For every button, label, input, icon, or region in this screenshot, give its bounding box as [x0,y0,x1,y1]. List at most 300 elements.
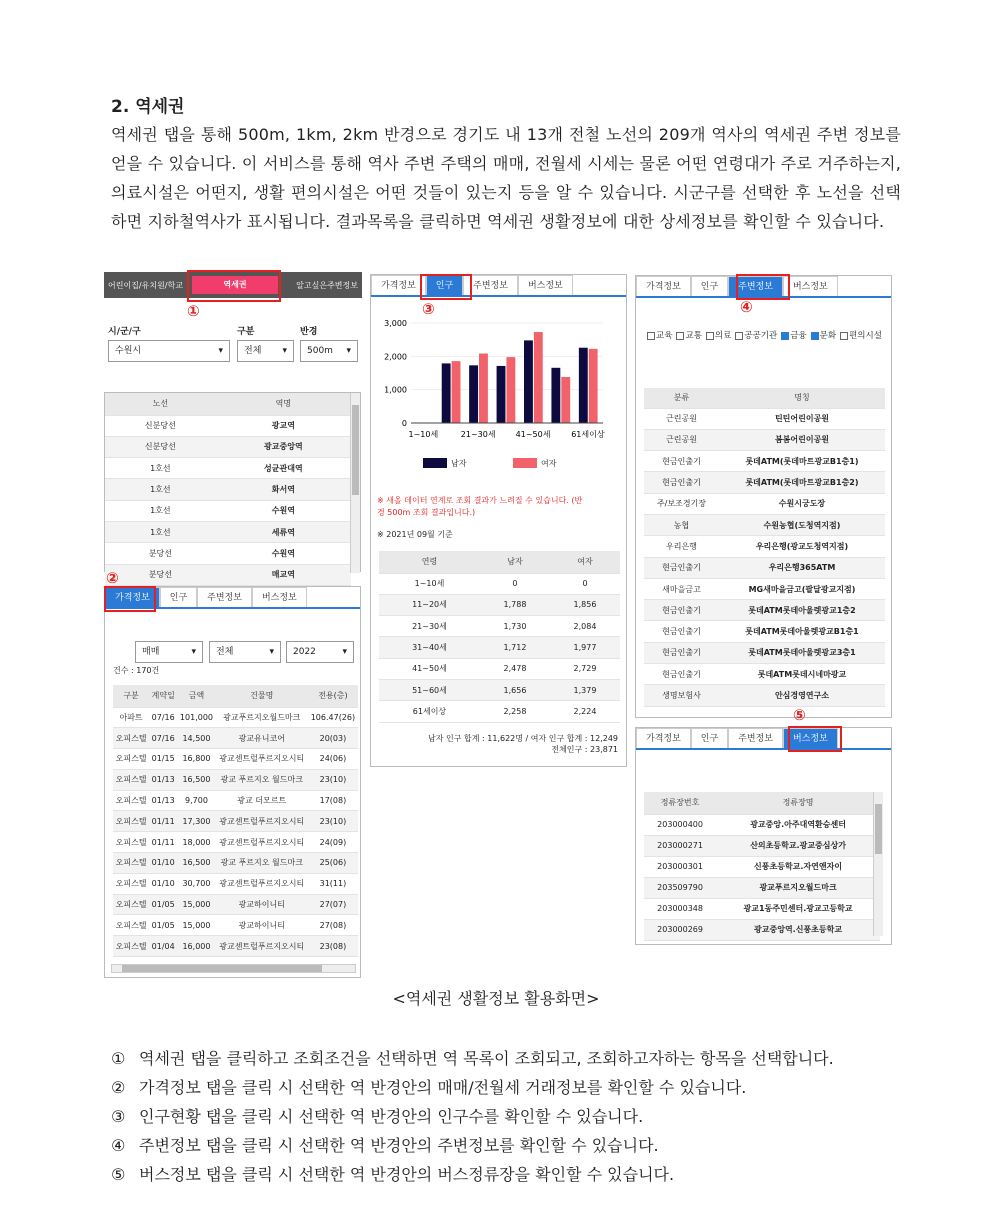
filter-0[interactable] [647,331,672,341]
info-cell: 근린공원 [644,408,719,429]
pop-cell: 41~50세 [379,658,480,679]
house-type-value: 전체 [216,647,234,657]
checkbox-icon[interactable] [840,332,848,340]
info-row[interactable] [644,600,885,621]
note-text: 주변정보 탭을 클릭 시 선택한 역 반경안의 주변정보를 확인할 수 있습니다. [139,1136,659,1155]
note-text: 가격정보 탭을 클릭 시 선택한 역 반경안의 매매/전월세 거래정보를 확인할 수 있습니다. [139,1078,747,1097]
y-tick-label: 0 [401,419,407,428]
price-cell: 광교센트럴푸르지오시티 [216,936,308,957]
price-row[interactable] [113,749,358,770]
bus-row[interactable] [644,856,880,877]
station-cell: 광교중앙역 [216,436,351,457]
checkbox-icon[interactable] [647,332,655,340]
price-tab-2[interactable]: 주변정보 [197,587,252,607]
category-filters [644,330,889,343]
note-item [111,1160,901,1189]
info-cell: 롯데ATM롯데시네마광교 [719,664,885,685]
legend-female: 여자 [541,459,557,468]
bar-female [506,357,515,423]
pop-cell: 2,224 [550,701,620,722]
info-row[interactable] [644,557,885,578]
section-heading: 2. 역세권 [111,97,185,117]
info-cell: 수원시궁도장 [719,493,885,514]
price-cell: 오피스텔 [113,749,149,770]
price-row[interactable] [113,936,358,957]
bus-cell: 203000301 [644,856,716,877]
station-row[interactable] [105,458,351,479]
highlight-box-4 [736,274,790,300]
price-cell: 27(07) [308,894,358,915]
price-cell: 광교센트럴푸르지오시티 [216,811,308,832]
price-row[interactable] [113,853,358,874]
notes-list [111,1044,901,1189]
info-cell: 현금인출기 [644,600,719,621]
station-cell: 1호선 [105,479,216,500]
bus-header: 정류장번호 [644,792,716,814]
info-row[interactable] [644,536,885,557]
pop-row [379,679,620,700]
population-panel [370,274,627,767]
bus-tab-0[interactable]: 가격정보 [636,728,691,748]
note-number: ④ [111,1136,126,1155]
note-number: ② [111,1078,126,1097]
nearby-panel [635,275,892,718]
info-header: 분류 [644,388,719,408]
chevron-down-icon: ▾ [269,647,274,657]
checkbox-icon[interactable] [706,332,714,340]
filter-label: 교통 [685,331,702,341]
price-cell: 오피스텔 [113,811,149,832]
bar-female [452,361,461,423]
pop-cell: 1~10세 [379,573,480,594]
bus-cell: 203509790 [644,877,716,898]
bus-cell: 신풍초등학교.자연앤자이 [716,856,880,877]
price-cell: 광교 푸르지오 월드마크 [216,769,308,790]
info-row[interactable] [644,493,885,514]
price-cell: 01/10 [149,853,177,874]
price-header: 전용(층) [308,685,358,707]
price-cell: 17,300 [177,811,215,832]
checkbox-icon[interactable] [781,332,789,340]
price-cell: 17(08) [308,790,358,811]
station-cell: 화서역 [216,479,351,500]
population-tab-2[interactable]: 주변정보 [463,275,518,295]
bar-male [469,365,478,423]
price-cell: 광교하이니티 [216,915,308,936]
price-header: 구분 [113,685,149,707]
info-cell: 롯데ATM롯데아울렛광교B1층1 [719,621,885,642]
station-scrollbar[interactable] [350,393,360,573]
info-row[interactable] [644,408,885,429]
tab-station-area[interactable]: 역세권 [192,276,278,294]
note-text: 인구현황 탭을 클릭 시 선택한 역 반경안의 인구수를 확인할 수 있습니다. [139,1107,644,1126]
price-cell: 광교푸르지오월드마크 [216,707,308,728]
info-row[interactable] [644,451,885,472]
price-cell: 오피스텔 [113,790,149,811]
filter-4[interactable] [781,331,806,341]
price-cell: 24(06) [308,749,358,770]
price-cell: 오피스텔 [113,936,149,957]
price-cell: 16,800 [177,749,215,770]
x-tick-label: 21~30세 [460,430,496,439]
price-cell: 오피스텔 [113,769,149,790]
tab-nearby[interactable]: 알고싶은주변정보 [296,280,358,290]
price-cell: 아파트 [113,707,149,728]
station-row[interactable] [105,479,351,500]
station-cell: 광교역 [216,415,351,436]
population-total-all: 전체인구 : 23,871 [551,745,618,754]
radius-label: 반경 [300,327,318,337]
gubun-select[interactable] [237,340,294,362]
bar-male [442,363,451,423]
checkbox-icon[interactable] [735,332,743,340]
sigungu-select[interactable] [108,340,230,362]
station-cell: 1호선 [105,521,216,542]
price-cell: 광교 푸르지오 월드마크 [216,853,308,874]
info-cell: 새마을금고 [644,578,719,599]
info-cell: 롯데ATM롯데아울렛광교3층1 [719,642,885,663]
price-row[interactable] [113,728,358,749]
info-cell: 현금인출기 [644,642,719,663]
pop-cell: 1,856 [550,594,620,615]
info-row[interactable] [644,429,885,450]
highlight-box-2 [104,586,156,612]
price-cell: 오피스텔 [113,853,149,874]
pop-cell: 1,379 [550,679,620,700]
pop-cell: 2,729 [550,658,620,679]
info-cell: 현금인출기 [644,557,719,578]
price-tab-3[interactable]: 버스정보 [252,587,307,607]
pop-cell: 51~60세 [379,679,480,700]
info-row[interactable] [644,664,885,685]
price-cell: 광교유니코어 [216,728,308,749]
price-cell: 01/13 [149,769,177,790]
gubun-value: 전체 [244,346,262,356]
trade-type-select[interactable] [135,641,203,663]
price-cell: 오피스텔 [113,832,149,853]
year-select[interactable] [286,641,354,663]
chevron-down-icon: ▾ [218,346,223,356]
price-cell: 01/05 [149,894,177,915]
info-cell: 봄봄어린이공원 [719,429,885,450]
info-cell: 근린공원 [644,429,719,450]
bar-female [479,354,488,423]
price-header: 계약일 [149,685,177,707]
station-cell: 1호선 [105,458,216,479]
info-cell: MG새마을금고(팔달광교지점) [719,578,885,599]
info-header: 명칭 [719,388,885,408]
price-cell: 광교센트럴푸르지오시티 [216,832,308,853]
price-cell: 01/13 [149,790,177,811]
price-cell: 9,700 [177,790,215,811]
pop-row [379,616,620,637]
info-row[interactable] [644,621,885,642]
station-cell: 수원역 [216,543,351,564]
price-cell: 15,000 [177,915,215,936]
price-cell: 오피스텔 [113,873,149,894]
station-row[interactable] [105,415,351,436]
station-cell: 1호선 [105,500,216,521]
x-tick-label: 41~50세 [515,430,551,439]
bus-tab-2[interactable]: 주변정보 [728,728,783,748]
info-cell: 롯데ATM(롯데마트광교B1층1) [719,451,885,472]
info-cell: 롯데ATM롯데아울렛광교1층2 [719,600,885,621]
population-chart [371,311,628,451]
station-cell: 분당선 [105,564,216,585]
result-count: 건수 : 170건 [113,666,160,675]
price-cell: 01/10 [149,873,177,894]
price-panel [104,586,361,978]
info-cell: 우리은행365ATM [719,557,885,578]
pop-cell: 11~20세 [379,594,480,615]
price-cell: 24(09) [308,832,358,853]
year-value: 2022 [293,647,316,657]
price-row[interactable] [113,811,358,832]
price-row[interactable] [113,790,358,811]
station-row[interactable] [105,543,351,564]
note-item [111,1131,901,1160]
station-cell: 매교역 [216,564,351,585]
radius-select[interactable] [300,340,358,362]
bus-scrollbar[interactable] [873,792,883,936]
bus-header: 정류장명 [716,792,880,814]
note-item [111,1044,901,1073]
legend-female-swatch [513,458,537,468]
note-number: ③ [111,1107,126,1126]
legend-male-swatch [423,458,447,468]
marker-1: ① [187,302,200,320]
bus-cell: 산의초등학교.광교중심상가 [716,835,880,856]
note-text: 버스정보 탭을 클릭 시 선택한 역 반경안의 버스정류장을 확인할 수 있습니다. [139,1165,675,1184]
station-cell: 신분당선 [105,415,216,436]
price-cell: 광교 더모르트 [216,790,308,811]
marker-3: ③ [422,300,435,318]
y-tick-label: 2,000 [384,352,407,362]
notice-text: ※ 새올 데이터 연계로 조회 결과가 느려질 수 있습니다. (반경 500m 조회 결과입니다.) [377,496,583,517]
legend-male: 남자 [451,459,467,468]
pop-cell: 2,258 [480,701,550,722]
marker-4: ④ [740,298,753,316]
bus-cell: 광교중앙.아주대역환승센터 [716,814,880,835]
price-cell: 01/15 [149,749,177,770]
gubun-label: 구분 [237,327,255,337]
info-cell: 우리은행(광교도청역지점) [719,536,885,557]
bus-row[interactable] [644,835,880,856]
price-tab-1[interactable]: 인구 [160,587,197,607]
checkbox-icon[interactable] [811,332,819,340]
bus-row[interactable] [644,877,880,898]
price-cell: 25(06) [308,853,358,874]
price-cell: 07/16 [149,707,177,728]
y-tick-label: 3,000 [384,319,407,328]
price-cell: 광교센트럴푸르지오시티 [216,873,308,894]
y-tick-label: 1,000 [384,385,407,395]
bus-panel [635,727,892,945]
price-cell: 오피스텔 [113,728,149,749]
bar-female [561,377,570,423]
price-cell: 14,500 [177,728,215,749]
chevron-down-icon: ▾ [346,346,351,356]
info-row[interactable] [644,642,885,663]
marker-5: ⑤ [793,706,806,724]
price-row[interactable] [113,915,358,936]
bus-row[interactable] [644,898,880,919]
price-tab-0[interactable]: 가격정보 [105,587,160,607]
bus-cell: 203000400 [644,814,716,835]
price-cell: 07/16 [149,728,177,749]
station-row[interactable] [105,500,351,521]
pop-header: 남자 [480,551,550,573]
info-cell: 롯데ATM(롯데마트광교B1층2) [719,472,885,493]
filter-5[interactable] [811,331,836,341]
info-cell: 안심경영연구소 [719,685,885,706]
radius-value: 500m [307,346,333,356]
filter-label: 공공기관 [744,331,778,341]
pop-cell: 21~30세 [379,616,480,637]
intro-paragraph: 역세권 탭을 통해 500m, 1km, 2km 반경으로 경기도 내 13개 전철 노선의 209개 역사의 역세권 주변 정보를 얻을 수 있습니다. 이 서비스를 통해 역사 주변 주택의 매매, 전월세 시세는 물론 어떤 연령대가 주로 거주하는지, 의료시설은 어떤지, 생활 편의시설은 어떤 것들이 있는지 등을 알 수 있습니다. 시군구를 선택한 후 노선을 선택하면 지하철역사가 표시됩니다. 결과목록을 클릭하면 역세권 생활정보에 대한 상세정보를 확인할 수 있습니다. [111,125,901,231]
note-text: 역세권 탭을 클릭하고 조회조건을 선택하면 역 목록이 조회되고, 조회하고자하는 항목을 선택합니다. [139,1049,834,1068]
price-cell: 오피스텔 [113,894,149,915]
price-cell: 01/05 [149,915,177,936]
price-row[interactable] [113,832,358,853]
price-row[interactable] [113,873,358,894]
price-row[interactable] [113,894,358,915]
population-tab-1[interactable]: 인구 [426,275,463,295]
bus-tab-1[interactable]: 인구 [691,728,728,748]
bus-cell: 광교푸르지오월드마크 [716,877,880,898]
marker-2: ② [106,569,119,587]
station-cell: 수원역 [216,500,351,521]
station-list [104,392,361,580]
bar-male [579,348,588,423]
price-cell: 20(03) [308,728,358,749]
price-cell: 01/04 [149,936,177,957]
info-cell: 생명보험사 [644,685,719,706]
filter-label: 편의시설 [849,331,882,341]
bar-male [524,340,533,423]
price-cell: 01/11 [149,811,177,832]
price-cell: 광교하이니티 [216,894,308,915]
pop-cell: 0 [550,573,620,594]
bus-cell: 광교1동주민센터.광교고등학교 [716,898,880,919]
price-cell: 23(10) [308,811,358,832]
info-row[interactable] [644,514,885,535]
checkbox-icon[interactable] [676,332,684,340]
bar-male [497,366,506,423]
note-number: ① [111,1049,126,1068]
price-cell: 18,000 [177,832,215,853]
bus-row[interactable] [644,919,880,940]
population-tab-3[interactable]: 버스정보 [518,275,573,295]
pop-row [379,701,620,722]
station-row[interactable] [105,521,351,542]
bus-cell: 광교중앙역.신풍초등학교 [716,919,880,940]
price-row[interactable] [113,707,358,728]
pop-cell: 61세이상 [379,701,480,722]
nearby-tab-1[interactable]: 인구 [691,276,728,296]
pop-header: 연령 [379,551,480,573]
pop-cell: 1,788 [480,594,550,615]
pop-header: 여자 [550,551,620,573]
highlight-box-3 [420,274,472,300]
chevron-down-icon: ▾ [342,647,347,657]
bar-female [589,349,598,423]
note-item [111,1073,901,1102]
pop-cell: 1,712 [480,637,550,658]
price-cell: 23(10) [308,769,358,790]
pop-cell: 1,730 [480,616,550,637]
station-cell: 세류역 [216,521,351,542]
nearby-tab-2[interactable]: 주변정보 [728,276,783,296]
info-cell: 주/보조경기장 [644,493,719,514]
population-tab-0[interactable]: 가격정보 [371,275,426,295]
info-row[interactable] [644,685,885,706]
filter-6[interactable] [840,331,882,341]
price-cell: 광교센트럴푸르지오시티 [216,749,308,770]
nearby-tab-3[interactable]: 버스정보 [783,276,838,296]
nearby-tab-0[interactable]: 가격정보 [636,276,691,296]
info-cell: 농협 [644,514,719,535]
station-row[interactable] [105,436,351,457]
tab-childcare[interactable]: 어린이집/유치원/학교 [108,280,183,290]
station-cell: 신분당선 [105,436,216,457]
station-cell: 분당선 [105,543,216,564]
filter-label: 교육 [656,331,673,341]
pop-cell: 2,084 [550,616,620,637]
filter-label: 금융 [790,331,807,341]
bus-tab-3[interactable]: 버스정보 [783,728,838,748]
pop-cell: 1,977 [550,637,620,658]
bus-row[interactable] [644,814,880,835]
price-cell: 101,000 [177,707,215,728]
x-tick-label: 1~10세 [408,430,439,439]
price-cell: 16,500 [177,769,215,790]
filter-1[interactable] [676,331,701,341]
price-cell: 01/11 [149,832,177,853]
info-row[interactable] [644,578,885,599]
col-station: 역명 [216,393,351,415]
filter-3[interactable] [735,331,777,341]
price-cell: 106.47(26) [308,707,358,728]
bus-cell: 203000269 [644,919,716,940]
house-type-select[interactable] [209,641,281,663]
sigungu-label: 시/군/구 [108,327,141,337]
data-date: ※ 2021년 09월 기준 [377,530,453,539]
info-cell: 현금인출기 [644,664,719,685]
bus-cell: 203000271 [644,835,716,856]
price-cell: 31(11) [308,873,358,894]
info-cell: 현금인출기 [644,621,719,642]
bar-male [551,368,560,423]
price-cell: 16,000 [177,936,215,957]
filter-2[interactable] [706,331,731,341]
sigungu-value: 수원시 [115,346,142,356]
chevron-down-icon: ▾ [191,647,196,657]
filter-label: 의료 [714,331,732,341]
price-row[interactable] [113,769,358,790]
price-hscrollbar[interactable] [111,964,356,973]
station-row[interactable] [105,564,351,585]
info-cell: 틴틴어린이공원 [719,408,885,429]
highlight-box-5 [788,726,842,752]
info-row[interactable] [644,472,885,493]
pop-row [379,637,620,658]
bus-cell: 203000348 [644,898,716,919]
price-header: 금액 [177,685,215,707]
chevron-down-icon: ▾ [282,346,287,356]
price-cell: 15,000 [177,894,215,915]
highlight-box-1 [187,270,281,302]
